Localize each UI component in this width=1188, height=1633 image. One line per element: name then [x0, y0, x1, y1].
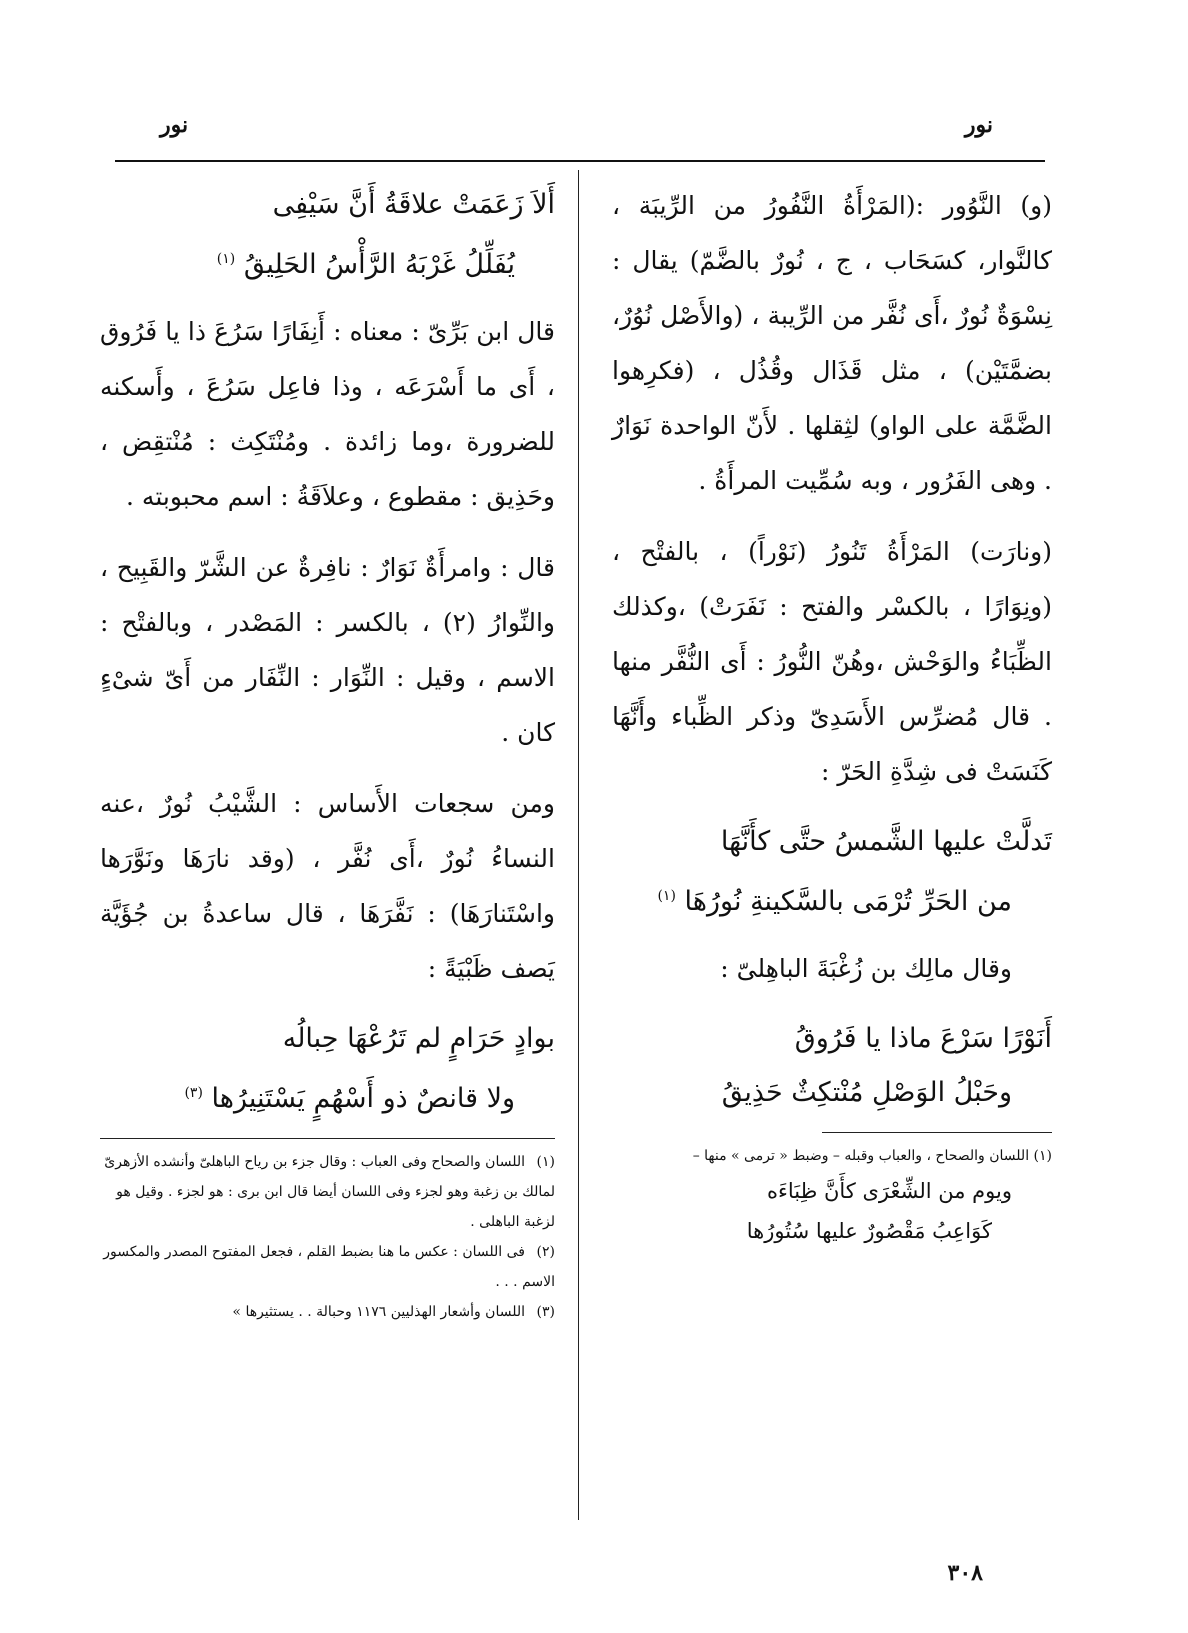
verse-line: وحَبْلُ الوَصْلِ مُنْتكِثٌ حَذِيقُ: [721, 1077, 1012, 1108]
footnote: (١) اللسان والصحاح ، والعباب وقبله – وضبط « ترمى » منها –: [692, 1148, 1052, 1164]
verse-block: [612, 1012, 1052, 1120]
entry-paragraph: وقال مالِك بن زُغْبَةَ الباهِلىّ :: [720, 954, 1012, 983]
footnote-marker: (١): [657, 888, 676, 904]
verse-block: [100, 178, 555, 292]
footnote-rule: [822, 1132, 1052, 1133]
header-rule: [115, 160, 1045, 162]
left-column: [100, 178, 555, 1327]
footnote-rule: [100, 1138, 555, 1139]
verse-block: [100, 1012, 555, 1126]
verse-line: ويوم من الشِّعْرَى كأَنَّ ظِبَاءَه: [766, 1179, 1012, 1203]
column-divider: [578, 170, 579, 1520]
verse-line: أَنَوْرًا سَرْعَ ماذا يا فَرُوقُ: [794, 1023, 1052, 1054]
entry-paragraph: (و) النَّوُور :(المَرْأَةُ النَّفُورُ من الرِّيبَة ، كالنَّوار، كسَحَاب ، ج ، نُورٌ بالضَّمّ) يقال : نِسْوَةٌ نُورٌ ،أَى نُفَّر من الرِّيبة ، (والأَصْل نُوُرٌ، بضمَّتَيْن) ، مثل قَذَال وقُذُل ، (فكرِهوا الضَّمَّة على الواو) لثِقلها . لأَنّ الواحدة نَوَارٌ . وهى الفَرُور ، وبه سُمِّيت المرأَةُ .: [612, 191, 1052, 495]
entry-paragraph: قال : وامرأَةٌ نَوَارٌ : نافِرةٌ عن الشَّرّ والقَبِيح ، والنِّوارُ (٢) ، بالكسر : المَصْدر ، وبالفتْح : الاسم ، وقيل : النِّوَار : النِّفَار من أَىّ شىْءٍ كان .: [100, 553, 555, 747]
verse-line: من الحَرِّ تُرْمَى بالسَّكينةِ نُورُهَا $^{(١)}$: [657, 886, 1012, 917]
footnote: (٣)اللسان وأشعار الهذليين ١١٧٦ وحبالة . . يستثيرها »: [232, 1304, 555, 1320]
verse-line: يُفَلِّلُ غَرْبَهُ الرَّأْسُ الحَلِيقُ $^{(١)}$: [216, 249, 515, 280]
entry-paragraph: قال ابن بَرِّىّ : معناه : أَنِفَارًا سَرُعَ ذا يا فَرُوق ، أَى ما أَسْرَعَه ، وذا فاعِل سَرُعَ ، وأَسكنه للضرورة ،وما زائدة . ومُنْتَكِث : مُنْتقِض ، وحَذِيق : مقطوع ، وعلاَقَةُ : اسم محبوبته .: [100, 317, 555, 511]
footnote: (١)اللسان والصحاح وفى العباب : وقال جزء بن رياح الباهلىّ وأنشده الأزهرىّ لمالك بن زغبة وهو لجزء وفى اللسان أيضا قال ابن برى : هو لجزء . وقيل هو لزغبة الباهلى .: [104, 1154, 555, 1230]
running-head-right: نور: [964, 112, 993, 138]
right-column: [612, 178, 1052, 1251]
verse-line: أَلاَ زَعَمَتْ علاقَةُ أَنَّ سَيْفِى: [272, 189, 555, 220]
verse-line: ولا قانصٌ ذو أَسْهُمٍ يَسْتَنِيرُها $^{(٣)}$: [184, 1083, 515, 1114]
entry-paragraph: (ونارَت) المَرْأَةُ تَنُورُ (نَوْراً) ، بالفتْح ، (ونِوَارًا ، بالكسْر والفتح : نَفَرَتْ) ،وكذلك الظِّبَاءُ والوَحْش ،وهُنّ النُّورُ : أَى النُّفَّر منها . قال مُضرِّس الأَسَدِىّ وذكر الظِّباء وأَنَّهَا كَنَسَتْ فى شِدَّةِ الحَرّ :: [612, 537, 1052, 786]
verse-block: [612, 1171, 1052, 1251]
footnote-marker: (٣): [184, 1085, 203, 1101]
running-head-left: نور: [160, 112, 189, 138]
footnote-marker: (١): [216, 251, 236, 267]
verse-line: بوادٍ حَرَامٍ لم تَرُعْهَا حِبالُه: [282, 1023, 555, 1054]
page-number: ٣٠٨: [947, 1560, 983, 1586]
verse-block: [612, 815, 1052, 929]
entry-paragraph: ومن سجعات الأَساس : الشَّيْبُ نُورٌ ،عنه النساءُ نُورٌ ،أَى نُفَّر ، (وقد نارَهَا ونَوَّرَها واسْتَنارَهَا) : نَفَّرَهَا ، قال ساعدةُ بن جُؤَيَّة يَصف ظَبْيَةً :: [100, 789, 555, 983]
verse-line: كَوَاعِبُ مَقْصُورٌ عليها سُتُورُها: [746, 1219, 992, 1243]
verse-line: تَدلَّتْ عليها الشَّمسُ حتَّى كأَنَّهَا: [720, 826, 1052, 857]
footnote: (٢)فى اللسان : عكس ما هنا بضبط القلم ، فجعل المفتوح المصدر والمكسور الاسم . . .: [103, 1244, 555, 1290]
